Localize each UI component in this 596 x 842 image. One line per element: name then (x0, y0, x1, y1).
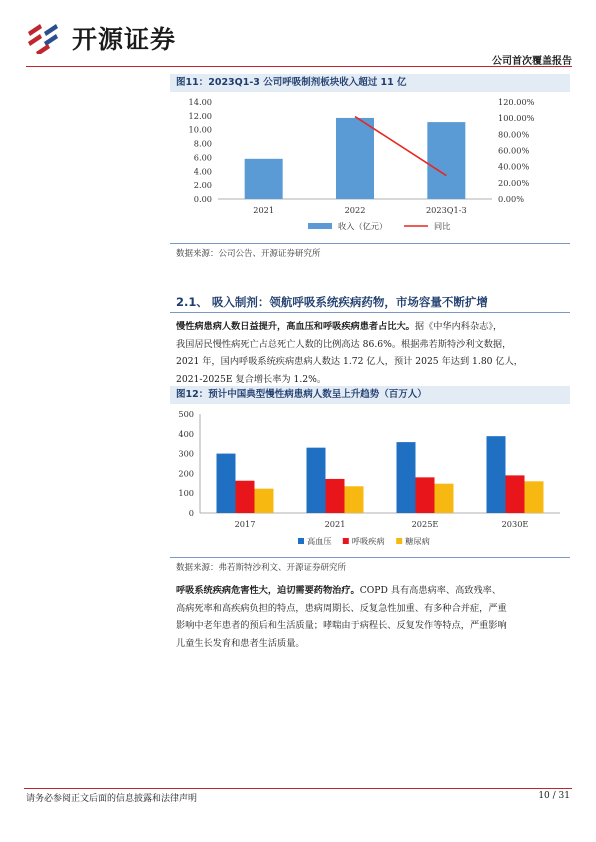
paragraph-chronic-disease (176, 318, 570, 388)
y-tick-label: 2.00 (193, 180, 212, 191)
figure11-bottom-rule (170, 243, 570, 244)
x-tick-label: 2017 (234, 519, 256, 529)
y2-tick-label: 40.00% (498, 161, 530, 172)
legend-label: 糖尿病 (405, 536, 430, 546)
y2-tick-label: 20.00% (498, 177, 530, 188)
paragraph1-line1 (176, 318, 570, 336)
figure12-chart (170, 404, 570, 556)
x-tick-label: 2030E (501, 519, 529, 529)
revenue-bar (427, 122, 465, 199)
figure11-source: 数据来源：公司公告、开源证券研究所 (176, 249, 321, 259)
brand-name: 开源证券 (72, 25, 177, 54)
paragraph1-line2: 我国居民慢性病死亡占总死亡人数的比例高达 86.6%。根据弗若斯特沙利文数据， (176, 338, 512, 350)
paragraph1-line1-text: 据《中华内科杂志》， (414, 321, 503, 332)
section-underline (170, 312, 570, 313)
y-tick-label: 300 (178, 448, 194, 459)
y-tick-label: 400 (178, 428, 194, 439)
legend-revenue-swatch (308, 223, 332, 229)
y-tick-label: 4.00 (193, 166, 212, 177)
brand-logo-icon (26, 22, 66, 54)
disease-bar (255, 489, 274, 513)
y-tick-label: 0.00 (193, 194, 212, 204)
legend-revenue-label: 收入（亿元） (338, 221, 388, 231)
footer-disclaimer: 请务必参阅正文后面的信息披露和法律声明 (26, 794, 198, 804)
y-tick-label: 14.00 (188, 97, 212, 107)
y2-tick-label: 60.00% (498, 145, 530, 156)
y2-tick-label: 0.00% (498, 194, 525, 204)
legend-label: 高血压 (307, 536, 332, 546)
paragraph2-line4: 儿童生长发育和患者生活质量。 (176, 637, 305, 649)
disease-bar (525, 481, 544, 513)
disease-bar (307, 448, 326, 513)
header-divider (26, 66, 572, 67)
paragraph1-line4: 2021-2025E 复合增长率为 1.2%。 (176, 373, 327, 385)
paragraph2-line3: 影响中老年患者的预后和生活质量；哮喘由于病程长、反复发作等特点，严重影响 (176, 620, 507, 631)
section-title: 2.1、 吸入制剂：领航呼吸系统疾病药物，市场容量不断扩增 (176, 295, 488, 309)
footer-divider (24, 788, 572, 789)
disease-bar (217, 454, 236, 513)
x-tick-label: 2021 (253, 205, 275, 215)
x-tick-label: 2022 (344, 205, 366, 215)
paragraph2-lead: 呼吸系统疾病危害性大，迫切需要药物治疗。 (176, 585, 360, 596)
disease-bar (435, 484, 454, 513)
y2-tick-label: 100.00% (498, 113, 535, 124)
figure12-title: 图12：预计中国典型慢性病患病人数呈上升趋势（百万人） (176, 389, 427, 400)
legend-swatch (298, 538, 304, 544)
y-tick-label: 200 (178, 468, 194, 479)
y-tick-label: 100 (178, 488, 194, 499)
legend-swatch (396, 538, 402, 544)
disease-bar (326, 479, 345, 513)
y-tick-label: 12.00 (188, 110, 212, 121)
disease-bar (236, 481, 255, 513)
figure12-source: 数据来源：弗若斯特沙利文、开源证券研究所 (176, 563, 347, 573)
legend-label: 呼吸疾病 (351, 536, 385, 546)
paragraph2-line1-text: COPD 具有高患病率、高致残率、 (359, 585, 502, 596)
revenue-bar (245, 159, 283, 199)
disease-bar (397, 442, 416, 513)
disease-bar (487, 436, 506, 513)
figure11-title: 图11：2023Q1-3 公司呼吸制剂板块收入超过 11 亿 (176, 77, 407, 88)
paragraph1-line3: 2021 年，国内呼吸系统疾病患病人数达 1.72 亿人，预计 2025 年达到 1.80 亿人， (176, 356, 523, 367)
paragraph2-line2: 高病死率和高疾病负担的特点，患病周期长、反复急性加重、有多种合并症，严重 (176, 602, 507, 614)
x-tick-label: 2025E (411, 519, 439, 529)
legend-swatch (343, 538, 349, 544)
figure12-bottom-rule (170, 557, 570, 558)
y-tick-label: 6.00 (193, 152, 212, 163)
x-tick-label: 2023Q1-3 (425, 205, 467, 215)
y-tick-label: 8.00 (193, 138, 212, 149)
paragraph1-lead: 慢性病患病人数日益提升，高血压和呼吸疾病患者占比大。 (176, 321, 415, 332)
y2-tick-label: 80.00% (498, 129, 530, 140)
y-tick-label: 500 (178, 409, 194, 419)
paragraph-respiratory-harm (176, 582, 570, 652)
disease-bar (506, 475, 525, 513)
y-tick-label: 10.00 (188, 124, 212, 135)
y2-tick-label: 120.00% (498, 97, 535, 107)
paragraph2-line1 (176, 582, 570, 600)
page-number: 10 / 31 (538, 791, 570, 801)
legend-yoy-label: 同比 (434, 221, 451, 231)
x-tick-label: 2021 (324, 519, 346, 529)
disease-bar (416, 477, 435, 513)
report-type-label: 公司首次覆盖报告 (492, 56, 572, 67)
revenue-bar (336, 118, 374, 199)
y-tick-label: 0 (188, 508, 194, 518)
disease-bar (345, 486, 364, 513)
figure11-chart (170, 92, 570, 242)
